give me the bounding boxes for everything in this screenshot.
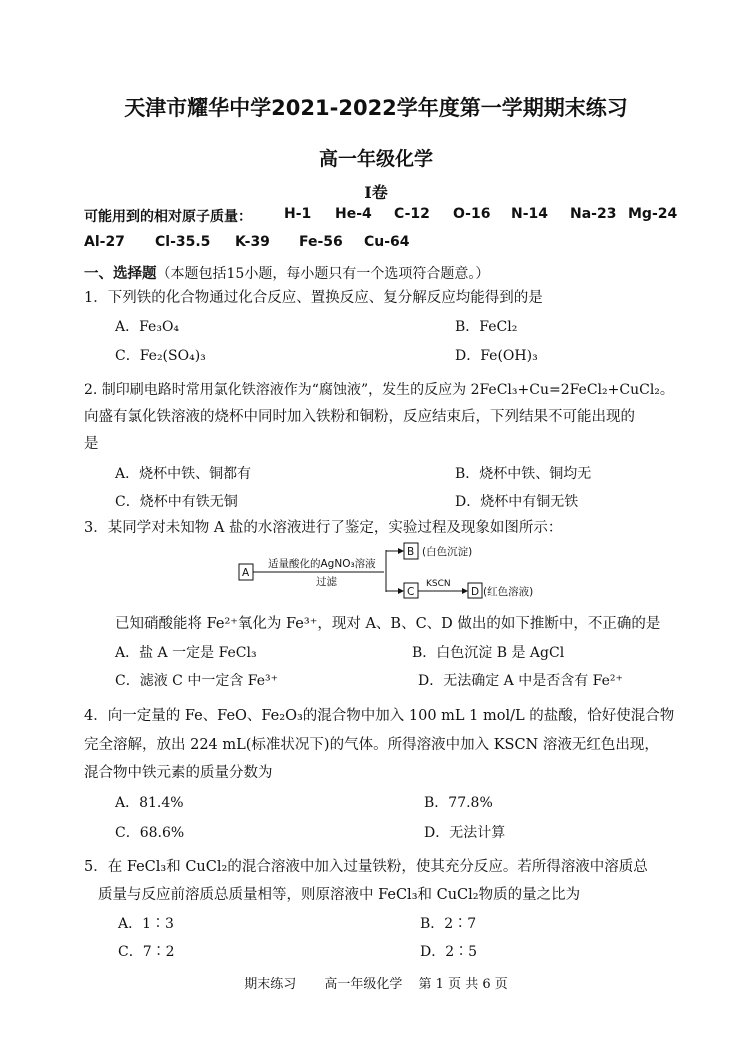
q2-option-c: C．烧杯中有铁无铜: [115, 494, 238, 510]
footer-page-number: 第 1 页 共 6 页: [418, 977, 508, 992]
q5-option-c: C．7∶2: [118, 944, 175, 960]
q4-option-c: C．68.6%: [115, 825, 185, 841]
q2-option-d: D．烧杯中有铜无铁: [455, 494, 579, 510]
exam-title: 天津市耀华中学2021-2022学年度第一学期期末练习: [124, 96, 628, 120]
q3-stem: 3．某同学对未知物 A 盐的水溶液进行了鉴定，实验过程及现象如图所示：: [84, 520, 563, 536]
q5-option-a: A．1∶3: [118, 916, 174, 932]
q5-option-b: B．2∶7: [420, 916, 477, 932]
q5-option-d: D．2∶5: [420, 944, 478, 960]
q1-option-a: A．Fe₃O₄: [115, 319, 180, 335]
q1-stem: 1．下列铁的化合物通过化合反应、置换反应、复分解反应均能得到的是: [84, 290, 543, 306]
q2-option-b: B．烧杯中铁、铜均无: [455, 466, 592, 482]
exam-subtitle: 高一年级化学: [318, 148, 433, 170]
atomic-mass-item: Fe-56: [299, 234, 343, 250]
q3-option-d: D．无法确定 A 中是否含有 Fe²⁺: [418, 673, 623, 689]
diagram-box-d-label: D: [471, 586, 480, 598]
atomic-mass-item: He-4: [335, 206, 372, 222]
q1-option-b: B．FeCl₂: [455, 319, 518, 335]
q2-stem-line3: 是: [84, 436, 99, 452]
footer-subject: 高一年级化学: [324, 977, 403, 992]
diagram-box-a-label: A: [242, 567, 250, 579]
atomic-mass-item: K-39: [235, 234, 270, 250]
q4-stem-line1: 4．向一定量的 Fe、FeO、Fe₂O₃的混合物中加入 100 mL 1 mol/L 的盐酸，恰好使混合物: [84, 708, 675, 724]
diagram-step1-sub-label: 过滤: [316, 576, 337, 588]
atomic-mass-item: Mg-24: [628, 206, 678, 222]
page-footer: [0, 973, 752, 992]
q2-option-a: A．烧杯中铁、铜都有: [115, 466, 252, 482]
diagram-step2-label: KSCN: [426, 579, 451, 589]
atomic-mass-item: O-16: [453, 206, 491, 222]
q1-option-d: D．Fe(OH)₃: [455, 348, 538, 364]
diagram-arrowhead-d: [462, 588, 468, 594]
section-title: 一、选择题: [84, 266, 157, 282]
atomic-mass-item: H-1: [284, 206, 312, 222]
atomic-mass-item: Cu-64: [364, 234, 410, 250]
atomic-mass-item: Al-27: [84, 234, 125, 250]
diagram-step1-label: 适量酸化的AgNO₃溶液: [268, 558, 376, 570]
q5-stem-line1: 5．在 FeCl₃和 CuCl₂的混合溶液中加入过量铁粉，使其充分反应。若所得溶液中溶质总: [84, 859, 648, 875]
section-note: （本题包括15小题，每小题只有一个选项符合题意。）: [156, 266, 490, 282]
atomic-mass-item: N-14: [511, 206, 549, 222]
q3-option-b: B．白色沉淀 B 是 AgCl: [412, 645, 565, 661]
atomic-mass-item: Na-23: [570, 206, 617, 222]
atomic-mass-item: Cl-35.5: [155, 234, 211, 250]
atomic-mass-item: C-12: [394, 206, 430, 222]
q4-option-d: D．无法计算: [424, 825, 506, 841]
volume-label: Ⅰ卷: [364, 183, 388, 202]
diagram-box-c-label: C: [407, 586, 415, 598]
q1-option-c: C．Fe₂(SO₄)₃: [115, 348, 206, 364]
q3-option-a: A．盐 A 一定是 FeCl₃: [115, 645, 257, 661]
q4-stem-line2: 完全溶解，放出 224 mL(标准状况下)的气体。所得溶液中加入 KSCN 溶液无红色出现，: [84, 737, 659, 753]
section-heading: [84, 262, 489, 283]
atomic-mass-label: 可能用到的相对原子质量：: [84, 209, 252, 225]
q2-stem-line1: 2. 制印刷电路时常用氯化铁溶液作为“腐蚀液”，发生的反应为 2FeCl₃+Cu=2FeCl₂+CuCl₂。: [84, 382, 674, 398]
q3-stem-line2: 已知硝酸能将 Fe²⁺氧化为 Fe³⁺，现对 A、B、C、D 做出的如下推断中，不正确的是: [115, 616, 661, 632]
q3-option-c: C．滤液 C 中一定含 Fe³⁺: [115, 673, 279, 689]
q4-option-b: B．77.8%: [424, 795, 493, 811]
diagram-d-result: (红色溶液): [483, 586, 534, 598]
diagram-arrowhead-b: [398, 548, 404, 554]
q2-stem-line2: 向盛有氯化铁溶液的烧杯中同时加入铁粉和铜粉，反应结束后，下列结果不可能出现的: [84, 409, 635, 425]
q3-flow-diagram: [236, 540, 534, 598]
diagram-box-b-label: B: [407, 546, 415, 558]
q4-option-a: A．81.4%: [115, 795, 184, 811]
q4-stem-line3: 混合物中铁元素的质量分数为: [84, 765, 273, 781]
footer-exam-label: 期末练习: [244, 977, 297, 992]
diagram-arrowhead-c: [398, 588, 404, 594]
q5-stem-line2: 质量与反应前溶质总质量相等，则原溶液中 FeCl₃和 CuCl₂物质的量之比为: [98, 887, 581, 903]
diagram-b-result: (白色沉淀): [422, 546, 473, 558]
